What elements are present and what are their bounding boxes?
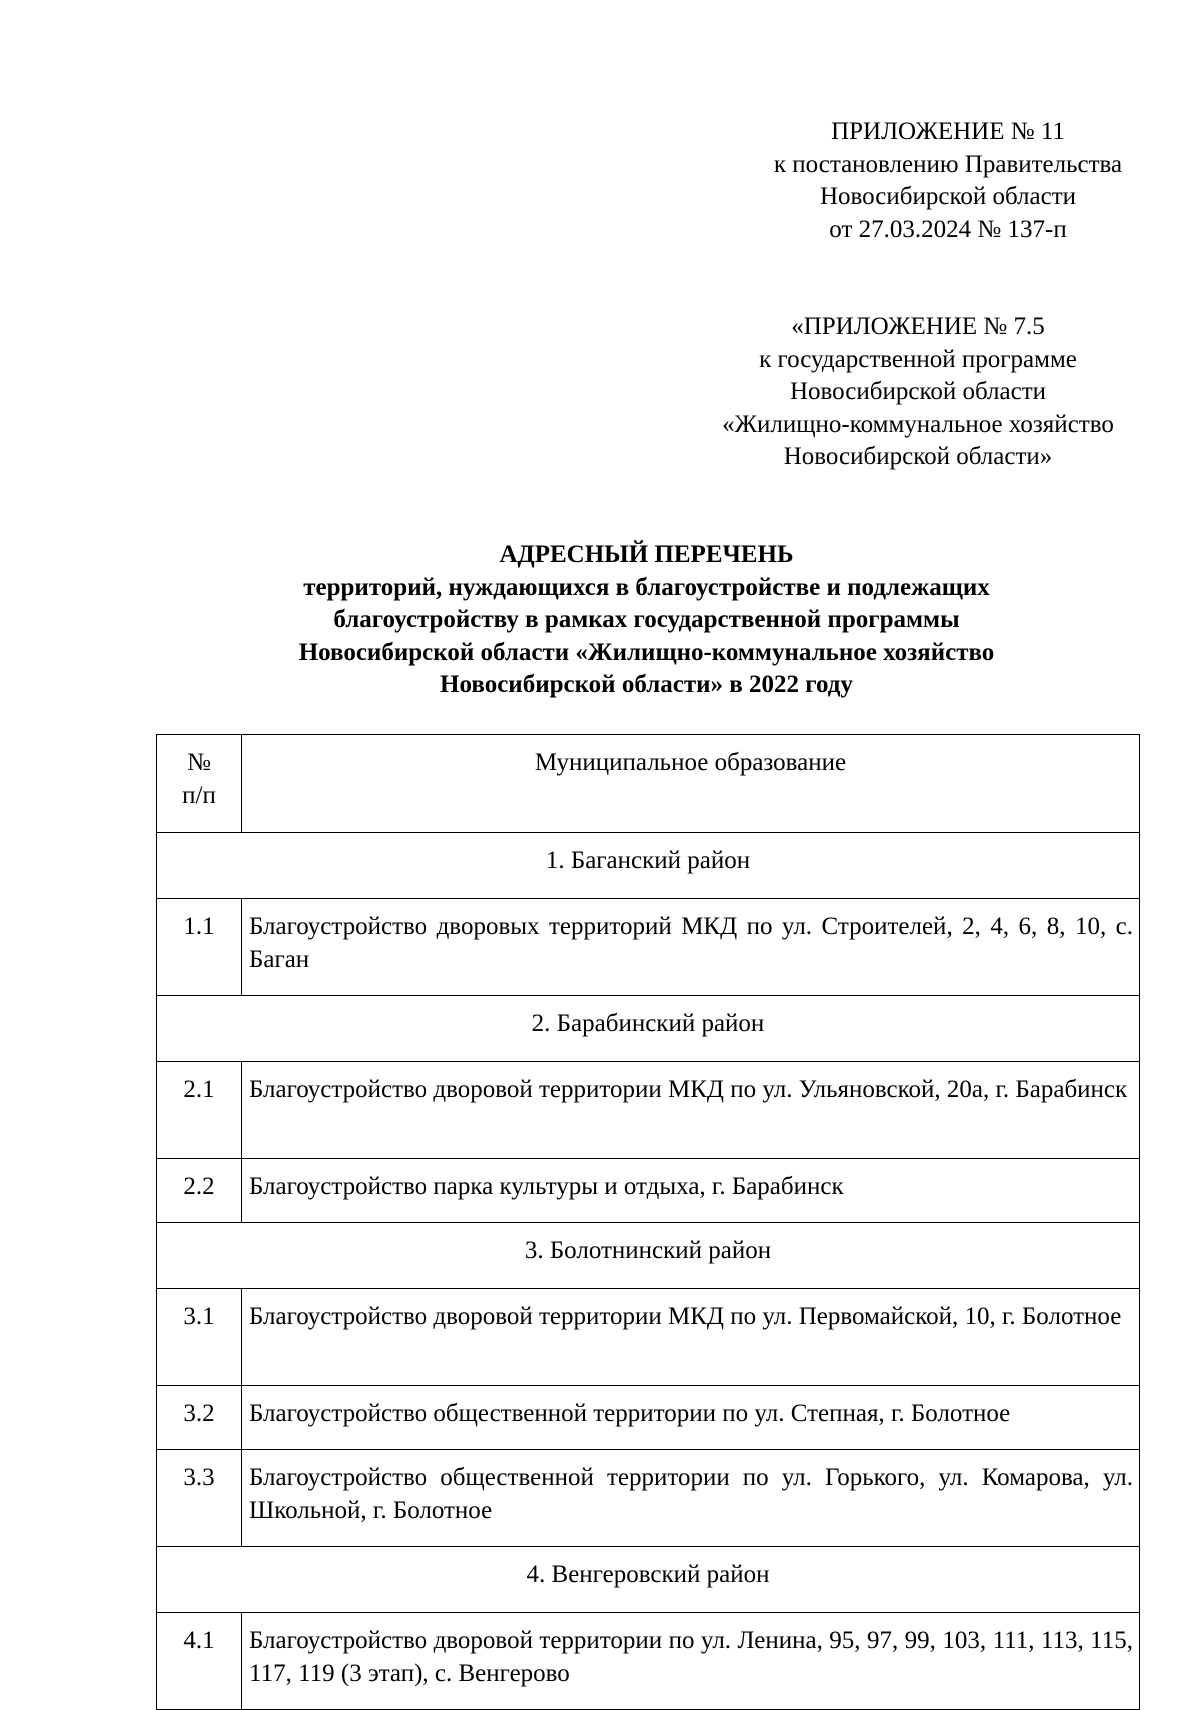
table-row xyxy=(157,1450,1140,1547)
header-number-label: № xyxy=(187,749,211,776)
district-row xyxy=(157,996,1140,1062)
appendix-11-line: к постановлению Правительства xyxy=(773,150,1123,178)
item-description: Благоустройство общественной территории по ул. Горького, ул. Комарова, ул. Школьной, г. Болотное xyxy=(242,1450,1140,1547)
appendix-11-line: ПРИЛОЖЕНИЕ № 11 xyxy=(831,118,1065,145)
table-row xyxy=(157,1386,1140,1450)
table-header-row xyxy=(157,735,1140,833)
district-name: 3. Болотнинский район xyxy=(157,1223,1140,1289)
appendix-7-5-line: «ПРИЛОЖЕНИЕ № 7.5 xyxy=(791,313,1045,340)
district-name: 1. Баганский район xyxy=(157,833,1140,899)
item-description: Благоустройство общественной территории по ул. Степная, г. Болотное xyxy=(242,1386,1140,1450)
item-number: 4.1 xyxy=(157,1613,242,1710)
district-row xyxy=(157,833,1140,899)
appendix-7-5-line: Новосибирской области» xyxy=(783,443,1053,470)
table-row xyxy=(157,899,1140,996)
title-line: территорий, нуждающихся в благоустройстве и подлежащих xyxy=(303,573,990,601)
title-line: Новосибирской области» в 2022 году xyxy=(440,671,853,698)
address-list-table xyxy=(156,734,1140,1710)
table-row xyxy=(157,1062,1140,1159)
item-number: 3.2 xyxy=(157,1386,242,1450)
district-name: 4. Венгеровский район xyxy=(157,1547,1140,1613)
title-line: благоустройству в рамках государственной программы xyxy=(333,606,960,633)
title-line: АДРЕСНЫЙ ПЕРЕЧЕНЬ xyxy=(499,541,794,568)
appendix-11-line: Новосибирской области xyxy=(819,183,1077,210)
table-row xyxy=(157,1289,1140,1386)
district-row xyxy=(157,1547,1140,1613)
district-row xyxy=(157,1223,1140,1289)
item-number: 3.1 xyxy=(157,1289,242,1386)
appendix-7-5-heading xyxy=(688,311,1148,474)
table-row xyxy=(157,1159,1140,1223)
header-number-cell xyxy=(157,735,242,833)
appendix-11-heading xyxy=(748,116,1148,246)
document-title xyxy=(150,539,1143,702)
table-row xyxy=(157,1613,1140,1710)
header-municipality-cell: Муниципальное образование xyxy=(242,735,1140,833)
title-line: Новосибирской области «Жилищно-коммунальное хозяйство xyxy=(298,638,995,666)
district-name: 2. Барабинский район xyxy=(157,996,1140,1062)
item-number: 2.2 xyxy=(157,1159,242,1223)
item-description: Благоустройство парка культуры и отдыха, г. Барабинск xyxy=(242,1159,1140,1223)
item-description: Благоустройство дворовой территории по ул. Ленина, 95, 97, 99, 103, 111, 113, 115, 117, 119 (3 этап), с. Венгерово xyxy=(242,1613,1140,1710)
item-description: Благоустройство дворовой территории МКД по ул. Первомайской, 10, г. Болотное xyxy=(242,1289,1140,1386)
item-number: 3.3 xyxy=(157,1450,242,1547)
item-number: 2.1 xyxy=(157,1062,242,1159)
appendix-7-5-line: Новосибирской области xyxy=(789,378,1047,405)
item-number: 1.1 xyxy=(157,899,242,996)
item-description: Благоустройство дворовых территорий МКД по ул. Строителей, 2, 4, 6, 8, 10, с. Баган xyxy=(242,899,1140,996)
header-number-sub-label: п/п xyxy=(182,782,216,809)
item-description: Благоустройство дворовой территории МКД по ул. Ульяновской, 20а, г. Барабинск xyxy=(242,1062,1140,1159)
appendix-11-line: от 27.03.2024 № 137-п xyxy=(829,215,1067,243)
appendix-7-5-line: к государственной программе xyxy=(759,345,1077,373)
appendix-7-5-line: «Жилищно-коммунальное хозяйство xyxy=(722,410,1114,438)
